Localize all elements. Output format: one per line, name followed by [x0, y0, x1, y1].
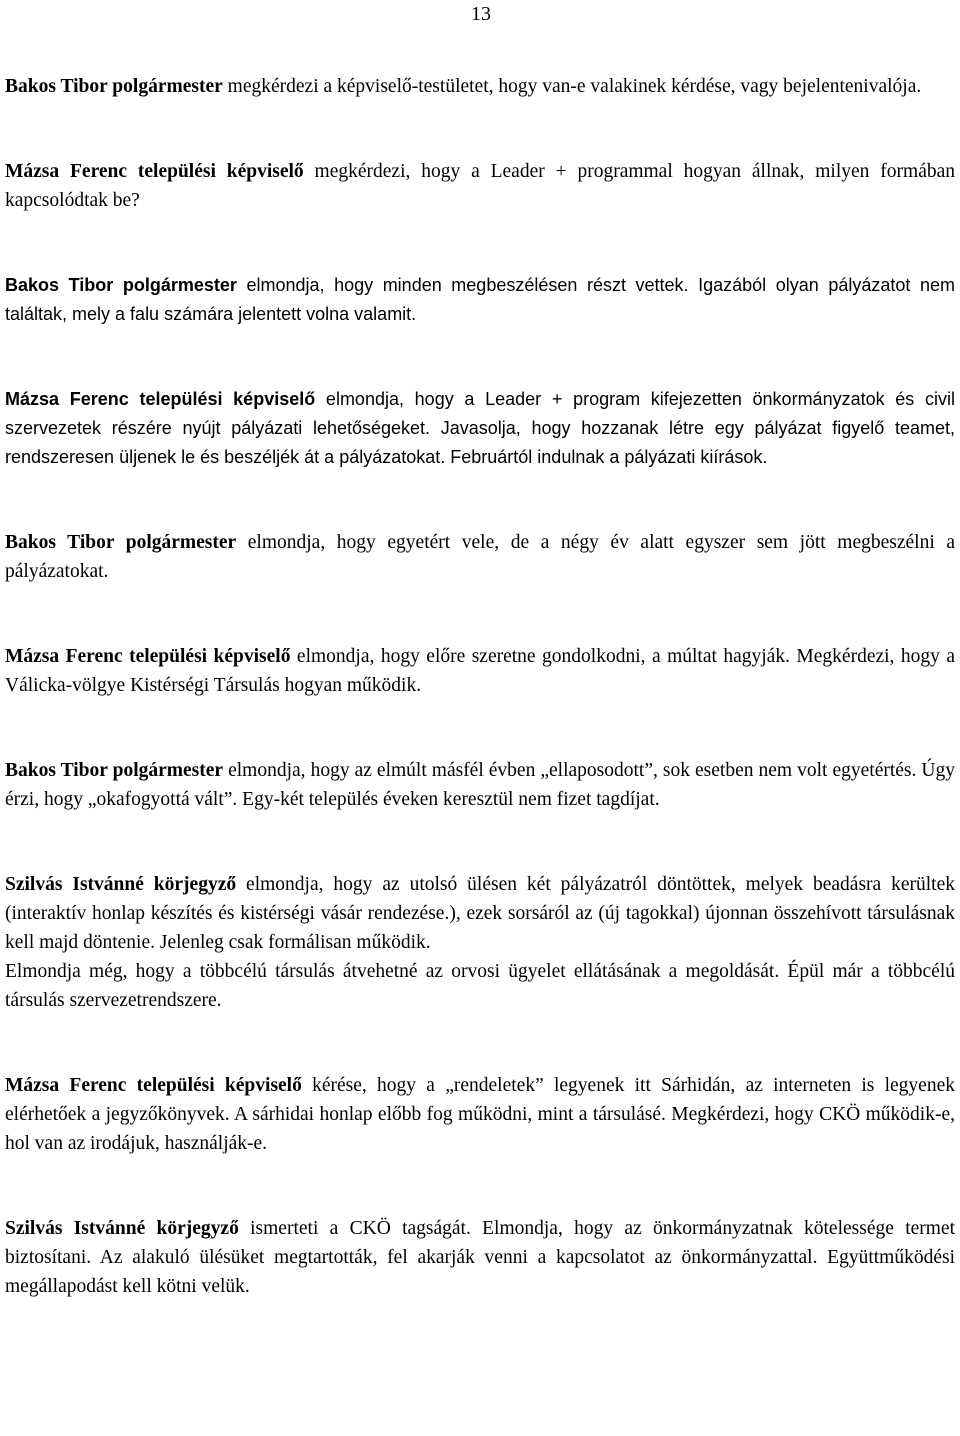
paragraph-text: elmondja, hogy a Leader + program kifejezetten önkormányzatok és civil szervezetek részére nyújt pályázati lehetőségeket. Javasolja, hogy hozzanak létre egy pályázat figyelő teamet, rendszeresen üljenek le és beszéljék át a pályázatokat. Februártól indulnak a pályázati kiírások.	[5, 389, 956, 467]
paragraph-8	[5, 870, 955, 957]
spacer	[5, 1015, 955, 1071]
paragraph-text: ismerteti a CKÖ tagságát. Elmondja, hogy az önkormányzatnak kötelessége termet biztosítani. Az alakuló ülésüket megtartották, fel akarják venni a kapcsolatot az önkormányzattal. Együttműködési megállapodást kell kötni velük.	[5, 1218, 956, 1297]
paragraph-2	[5, 157, 955, 215]
spacer	[5, 586, 955, 642]
spacer	[5, 1158, 955, 1214]
paragraph-text: elmondja, hogy minden megbeszélésen részt vettek. Igazából olyan pályázatot nem találtak, mely a falu számára jelentett volna valamit.	[5, 275, 956, 324]
spacer	[5, 101, 955, 157]
paragraph-text: elmondja, hogy az elmúlt másfél évben „ellaposodott”, sok esetben nem volt egyetértés. Úgy érzi, hogy „okafogyottá vált”. Egy-két település éveken keresztül nem fizet tagdíjat.	[5, 760, 955, 810]
paragraph-text: elmondja, hogy előre szeretne gondolkodni, a múltat hagyják. Megkérdezi, hogy a Válicka-völgye Kistérségi Társulás hogyan működik.	[5, 646, 955, 696]
speaker-name: Mázsa Ferenc települési képviselő	[5, 646, 291, 667]
paragraph-10	[5, 1214, 955, 1301]
paragraph-text: megkérdezi a képviselő-testületet, hogy van-e valakinek kérdése, vagy bejelentenivalója.	[222, 76, 922, 97]
speaker-name: Bakos Tibor polgármester	[5, 532, 237, 553]
paragraph-4	[5, 385, 955, 472]
paragraph-7	[5, 756, 955, 814]
speaker-name: Bakos Tibor polgármester	[5, 76, 223, 97]
document-body	[5, 72, 955, 1301]
speaker-name: Mázsa Ferenc települési képviselő	[5, 161, 304, 182]
page-number: 13	[471, 3, 491, 25]
speaker-name: Mázsa Ferenc települési képviselő	[5, 1075, 302, 1096]
paragraph-3	[5, 271, 955, 329]
paragraph-5	[5, 528, 955, 586]
spacer	[5, 472, 955, 528]
spacer	[5, 700, 955, 756]
speaker-name: Szilvás Istvánné körjegyző	[5, 1218, 239, 1239]
paragraph-1	[5, 72, 955, 101]
paragraph-text: kérése, hogy a „rendeletek” legyenek itt Sárhidán, az interneten is legyenek elérhetőek a jegyzőkönyvek. A sárhidai honlap előbb fog működni, mint a társulásé. Megkérdezi, hogy CKÖ működik-e, hol van az irodájuk, használják-e.	[5, 1075, 955, 1154]
paragraph-9	[5, 1071, 955, 1158]
speaker-name: Mázsa Ferenc települési képviselő	[5, 389, 316, 409]
speaker-name: Bakos Tibor polgármester	[5, 760, 224, 781]
paragraph-text: elmondja, hogy egyetért vele, de a négy év alatt egyszer sem jött megbeszélni a pályázatokat.	[5, 532, 955, 582]
speaker-name: Bakos Tibor polgármester	[5, 275, 237, 295]
spacer	[5, 329, 955, 385]
paragraph-8-continued	[5, 957, 955, 1015]
paragraph-6	[5, 642, 955, 700]
paragraph-text: megkérdezi, hogy a Leader + programmal hogyan állnak, milyen formában kapcsolódtak be?	[5, 161, 956, 211]
paragraph-text: Elmondja még, hogy a többcélú társulás átvehetné az orvosi ügyelet ellátásának a megoldását. Épül már a többcélú társulás szervezetrendszere.	[5, 961, 955, 1011]
speaker-name: Szilvás Istvánné körjegyző	[5, 874, 237, 895]
spacer	[5, 814, 955, 870]
paragraph-text: elmondja, hogy az utolsó ülésen két pályázatról döntöttek, melyek beadásra kerültek (interaktív honlap készítés és kistérségi vásár rendezése.), ezek sorsáról az (új tagokkal) újonnan összehívott társulásnak kell majd döntenie. Jelenleg csak formálisan működik.	[5, 874, 956, 953]
spacer	[5, 215, 955, 271]
